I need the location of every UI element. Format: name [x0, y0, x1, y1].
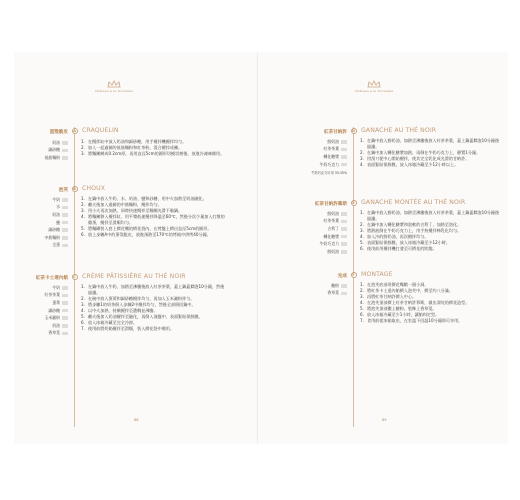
ingredient-row: 鹽	[44, 219, 68, 227]
step-item: 1. 在鍋中放入牛奶，加熱至沸騰後放入紅茶茶葉，蓋上鍋蓋燜泡10分鐘，然後過濾。	[81, 284, 225, 295]
step-item: 6. 放入冰箱冷藏至少1小時，讓餡料定型。	[360, 312, 440, 317]
section-title: CHOUX	[82, 185, 106, 192]
redacted-quantity	[62, 332, 68, 336]
redacted-quantity	[341, 212, 347, 216]
step-item: 6. 放上步驟A中的蛋殼脆皮，放進預熱至170℃的烤箱中烘烤40分鐘。	[81, 232, 211, 237]
section-title: CRÈME PÂTISSIÈRE AU THÉ NOIR	[82, 273, 186, 280]
step-list	[360, 210, 503, 252]
redacted-quantity	[341, 155, 347, 159]
brand-logo	[344, 80, 404, 93]
step-item: 1. 在攪拌缸中放入奶油和細砂糖，用手攪拌機攪拌均勻。	[81, 139, 187, 144]
ingredient-row: 鮮奶油	[320, 248, 347, 256]
ingredient-row: 中筋麵粉	[44, 234, 68, 242]
ingredient-row: 牛奶	[44, 284, 68, 292]
ingredient-row: 鮮奶油	[311, 138, 347, 146]
section-category: 紅茶甘納許	[324, 130, 347, 135]
step-list	[360, 282, 503, 324]
right-page	[258, 52, 508, 444]
ingredient-list	[327, 282, 347, 297]
redacted-quantity	[62, 301, 68, 305]
ingredient-row: 香草莢	[327, 290, 347, 298]
step-item: 2. 在碗中放入蛋黃和細砂糖攪拌均勻，再加入玉米澱粉拌勻。	[81, 296, 195, 301]
step-item: 7. 食用前從冰箱取出，在室溫下回溫10分鐘即可享用。	[360, 318, 463, 323]
ingredient-row: 奶油	[44, 322, 68, 330]
section-category: 紅茶甘納許慕斯	[314, 202, 347, 207]
ingredient-note: 牛奶巧克力可用 33-35%	[311, 170, 347, 175]
step-item: 3. 用小火再次加熱，同時快速攪拌至麵團光滑不黏鍋。	[81, 208, 183, 213]
brand-logo-text: Château à la Dorienne	[94, 89, 134, 93]
redacted-quantity	[341, 292, 347, 296]
redacted-quantity	[62, 213, 68, 217]
redacted-quantity	[341, 140, 347, 144]
step-list	[360, 138, 503, 168]
ingredient-row: 香草莢	[44, 330, 68, 338]
redacted-quantity	[62, 206, 68, 210]
redacted-quantity	[341, 163, 347, 167]
step-item: 5. 離火後加入奶油攪拌至融化，再倒入淺盤中，表面緊貼保鮮膜。	[81, 314, 203, 319]
ingredient-row: 牛奶	[44, 196, 68, 204]
redacted-quantity	[341, 227, 347, 231]
brand-logo-text: Château à la Dorienne	[354, 89, 394, 93]
step-list	[81, 139, 226, 157]
step-list	[81, 196, 226, 238]
redacted-quantity	[62, 228, 68, 232]
ingredient-row: 奶油	[44, 139, 68, 147]
ingredient-row: 紅茶茶葉	[320, 218, 347, 226]
ingredient-list	[44, 284, 68, 337]
left-page	[14, 52, 264, 444]
section-category: 完成	[337, 274, 347, 279]
ingredient-row: 牛奶巧克力	[320, 240, 347, 248]
step-item: 1. 在鍋中放入牛奶、水、奶油、鹽和砂糖，用中火加熱至奶油融化。	[81, 196, 207, 201]
ingredient-row: 低筋麵粉	[44, 154, 68, 162]
ingredient-list	[44, 139, 68, 162]
page-number: 69	[382, 418, 387, 422]
crown-icon	[367, 80, 381, 88]
step-item: 4. 表面緊貼保鮮膜，放入冰箱冷藏至少12小時以上。	[360, 162, 459, 167]
ingredient-row: 細砂糖	[44, 226, 68, 234]
section-title: MONTAGE	[361, 271, 393, 278]
step-item: 3. 將熱液倒在牛奶巧克力上，用手持攪拌棒乳化均勻。	[360, 228, 462, 233]
step-item: 4. 以中火加熱，持續攪拌至濃稠並沸騰。	[81, 308, 158, 313]
ingredient-row: 奶油	[44, 211, 68, 219]
ingredient-row: 吉利丁	[320, 225, 347, 233]
ingredient-list	[44, 196, 68, 249]
section-category: 蛋殼脆皮	[49, 130, 68, 135]
ingredient-row: 鮮奶油	[320, 210, 347, 218]
redacted-quantity	[62, 294, 68, 298]
step-item: 2. 離火後加入過篩的中筋麵粉，攪拌均勻。	[81, 202, 162, 207]
step-item: 5. 將泡芙頂部撒上糖粉，裝飾上香草莢。	[360, 306, 437, 311]
step-item: 6. 使用前用攪拌機打發至可擠花的狀態。	[360, 246, 437, 251]
step-item: 3. 再將紅茶甘納許擠入中心。	[360, 294, 417, 299]
ingredient-row: 全蛋	[44, 242, 68, 250]
redacted-quantity	[341, 250, 347, 254]
section-badge: F	[352, 273, 355, 277]
step-item: 1. 在泡芙底部用擠花嘴戳一個小洞。	[360, 282, 429, 287]
redacted-quantity	[62, 286, 68, 290]
section-category: 紅茶卡士達內餡	[35, 276, 68, 281]
redacted-quantity	[62, 149, 68, 153]
ingredient-row: 紅茶茶葉	[311, 146, 347, 154]
step-item: 4. 在泡芙頂部擠上紅茶甘納許慕斯，做出漂亮的擠花造型。	[360, 300, 470, 305]
ingredient-row: 紅茶茶葉	[44, 292, 68, 300]
step-item: 5. 表面緊貼保鮮膜，放入冰箱冷藏至少12小時。	[360, 240, 450, 245]
step-item: 4. 加入冷的鮮奶油，再次攪拌均勻。	[360, 234, 429, 239]
step-item: 7. 使用前將奶餡攪拌至滑順，裝入擠花袋中備用。	[81, 326, 174, 331]
ingredient-row: 細砂糖	[44, 147, 68, 155]
ingredient-row: 蛋黃	[44, 299, 68, 307]
ingredient-list	[311, 138, 347, 176]
redacted-quantity	[62, 141, 68, 145]
ingredient-row: 細砂糖	[44, 307, 68, 315]
redacted-quantity	[62, 221, 68, 225]
redacted-quantity	[341, 242, 347, 246]
step-list	[81, 284, 226, 332]
redacted-quantity	[341, 148, 347, 152]
step-item: 3. 用刮刀從中心開始攪拌，使其完全乳化成光滑的甘納許。	[360, 156, 470, 161]
section-badge: E	[352, 201, 355, 205]
section-badge: A	[73, 129, 76, 133]
step-item: 4. 將麵團移入攪拌缸，用平槳低速攪拌降溫至60℃，然後分次少量加入打散的雞蛋，攪拌至滑順均勻。	[81, 214, 225, 225]
redacted-quantity	[62, 244, 68, 248]
section-title: GANACHE AU THÉ NOIR	[361, 127, 437, 134]
redacted-quantity	[62, 198, 68, 202]
page-number: 68	[134, 418, 139, 422]
step-item: 1. 在鍋中放入鮮奶油，加熱至沸騰後放入紅茶茶葉，蓋上鍋蓋燜泡10分鐘後過濾。	[360, 138, 500, 149]
redacted-quantity	[341, 220, 347, 224]
section-badge: B	[73, 187, 76, 191]
crown-icon	[107, 80, 121, 88]
ingredient-row: 牛奶巧克力	[311, 161, 347, 169]
section-category: 泡芙	[58, 188, 68, 193]
ingredient-row: 糖粉	[327, 282, 347, 290]
step-item: 2. 加入一起過篩的低筋麵粉和紅茶粉，混合攪拌成團。	[81, 145, 183, 150]
redacted-quantity	[62, 156, 68, 160]
step-item: 5. 將麵糊裝入套上擠花嘴的擠花袋內，在烤盤上擠出直徑5cm的圓形。	[81, 226, 212, 231]
redacted-quantity	[341, 235, 347, 239]
section-title: CRAQUELIN	[82, 127, 119, 134]
section-title: GANACHE MONTÉE AU THÉ NOIR	[361, 199, 466, 206]
step-item: 2. 在鍋中加入轉化糖漿和泡軟的吉利丁，加熱至溶化。	[360, 222, 462, 227]
section-badge: C	[73, 275, 76, 279]
ingredient-row: 轉化糖漿	[311, 153, 347, 161]
step-item: 3. 將麵團擀成0.2cm厚，再用直徑5cm的圓形切模切割後，放進冷凍庫備用。	[81, 151, 225, 156]
redacted-quantity	[62, 309, 68, 313]
ingredient-row: 水	[44, 204, 68, 212]
ingredient-list	[320, 210, 347, 256]
redacted-quantity	[62, 324, 68, 328]
redacted-quantity	[62, 236, 68, 240]
ingredient-row: 轉化糖漿	[320, 233, 347, 241]
step-item: 1. 在鍋中放入鮮奶油，加熱至沸騰後放入紅茶茶葉，蓋上鍋蓋燜泡10分鐘後過濾。	[360, 210, 500, 221]
redacted-quantity	[62, 316, 68, 320]
step-item: 2. 在鍋中加入轉化糖漿加熱，再倒在牛奶巧克力上，靜置1分鐘。	[360, 150, 481, 155]
ingredient-row: 玉米澱粉	[44, 314, 68, 322]
section-badge: D	[352, 129, 355, 133]
step-item: 2. 將紅茶卡士達內餡擠入泡芙中，擠至約八分滿。	[360, 288, 453, 293]
redacted-quantity	[341, 284, 347, 288]
brand-logo	[84, 80, 144, 93]
step-item: 6. 放入冰箱冷藏至完全冷卻。	[81, 320, 138, 325]
step-item: 3. 將步驟1的奶茶倒入步驟2中攪拌均勻，然後全部倒回鍋中。	[81, 302, 196, 307]
